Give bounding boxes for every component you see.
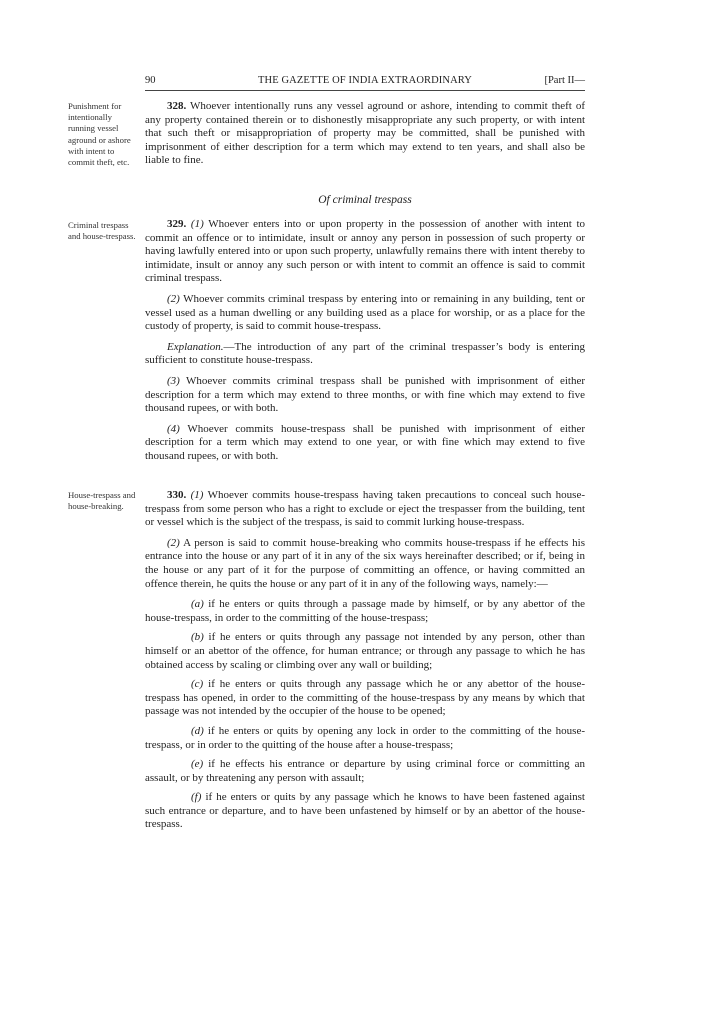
margin-note-330: House-trespass and house-breaking. [68,490,136,512]
section-number: 330. [167,489,187,501]
section-329-sub-4: (4) Whoever commits house-trespass shall be punished with imprisonment of either description for a term which may extend to one year, or with fine which may extend to five thousand rupees, or with both. [145,422,585,462]
part-label: [Part II— [544,75,585,86]
section-328-text: 328. Whoever intentionally runs any vessel aground or ashore, intending to commit theft of any property contained therein or to dishonestly misappropriate any such property, or with intent that such theft or misappropriation of property may be committed, shall be punished with imprisonment of either description for a term which may extend to ten years, and shall also be liable to fine. [145,100,585,167]
margin-note-329: Criminal trespass and house-trespass. [68,220,136,242]
clause-d: (d) if he enters or quits by opening any lock in order to the committing of the house-trespass, or in order to the quitting of the house after a house-trespass; [145,724,585,751]
section-329-sub-3: (3) Whoever commits criminal trespass shall be punished with imprisonment of either description for a term which may extend to three months, or with fine which may extend to five thousand rupees, or with both. [145,374,585,415]
section-329-sub-1: 329. (1) Whoever enters into or upon property in the possession of another with intent to commit an offence or to intimidate, insult or annoy any person in possession of such property or having lawfully entered into or upon such property, unlawfully remains there with intent thereby to intimidate, insult or annoy any such person or with intent to commit an offence is said to commit criminal trespass. [145,218,586,285]
margin-note-328: Punishment for intentionally running vessel aground or ashore with intent to commit theft, etc. [68,101,131,168]
section-329 [145,218,585,471]
clause-a: (a) if he enters or quits through a passage made by himself, or by any abettor of the house-trespass, in order to the committing of the house-trespass; [145,598,585,624]
section-330-sub-1: 330. (1) Whoever commits house-trespass having taken precautions to conceal such house-trespass from some person who has a right to exclude or eject the trespasser from the building, tent or vessel which is the subject of the trespass, is said to commit lurking house-trespass. [145,489,585,529]
clause-b: (b) if he enters or quits through any passage not intended by any person, other than himself or an abettor of the offence, for human entrance; or through any passage to which he has obtained access by scaling or climbing over any wall or building; [145,631,585,671]
section-329-sub-2: (2) Whoever commits criminal trespass by entering into or remaining in any building, tent or vessel used as a human dwelling or any building used as a place for worship, or as a place for the custody of property, is said to commit house-trespass. [145,292,585,333]
header-rule [145,90,585,91]
clause-e: (e) if he effects his entrance or departure by using criminal force or committing an assault, or by threatening any person with assault; [145,758,585,784]
section-330-sub-2: (2) A person is said to commit house-breaking who commits house-trespass if he effects his entrance into the house or any part of it in any of the six ways hereinafter described; or if, being in the house or any part of it for the purpose of committing an offence, or having committed an offence therein, he quits the house or any part of it in any of the following ways, namely:— [145,536,585,590]
section-328 [145,100,585,175]
section-heading: Of criminal trespass [318,194,412,206]
section-330 [145,489,585,838]
section-number: 329. [167,218,187,230]
clause-f: (f) if he enters or quits by any passage which he knows to have been fastened against such entrance or departure, and to have been unfastened by himself or by an abettor of the house-trespass. [145,791,585,831]
page-header [145,75,585,89]
section-number: 328. [167,100,187,112]
clause-c: (c) if he enters or quits through any passage which he or any abettor of the house-trespass has opened, in order to the committing of the house-trespass by any means by which that passage was not intended by the occupier of the house to be opened; [145,678,586,718]
page-number: 90 [145,75,156,86]
section-329-explanation: Explanation.—The introduction of any part of the criminal trespasser’s body is entering sufficient to constitute house-trespass. [145,340,585,367]
gazette-title: THE GAZETTE OF INDIA EXTRAORDINARY [258,75,472,86]
